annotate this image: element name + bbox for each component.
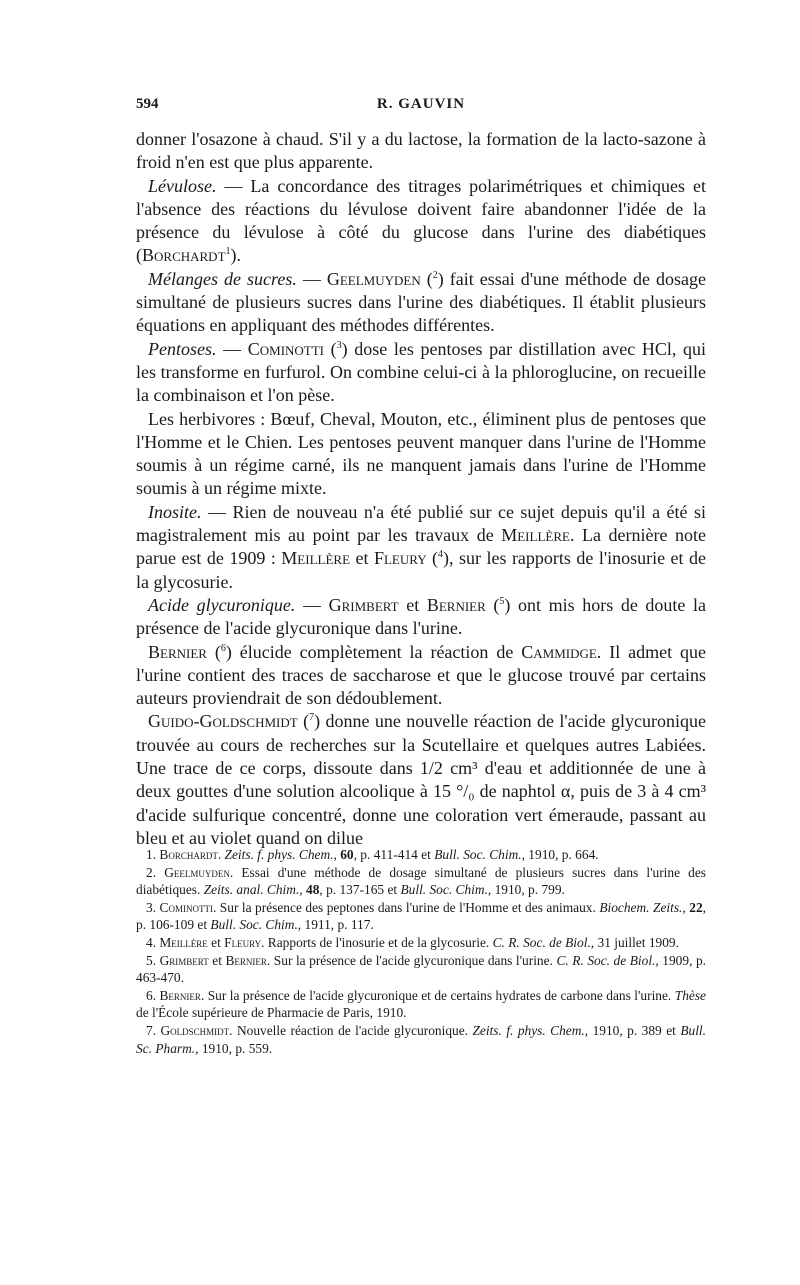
author: Meillère: [501, 525, 570, 546]
author: Grimbert: [328, 594, 399, 615]
main-text: [136, 128, 706, 850]
section-title: Pentoses.: [148, 338, 217, 359]
author: Bernier: [148, 641, 207, 662]
author: Cominotti: [159, 899, 213, 915]
footnote-ref: 2: [432, 269, 438, 281]
footnote: 3. Cominotti. Sur la présence des peptones dans l'urine de l'Homme et des animaux. Biochem. Zeits., 22, p. 106-109 et Bull. Soc. Chim., 1911, p. 117.: [136, 899, 706, 933]
footnote-ref: 6: [220, 642, 226, 654]
author: Goldschmidt: [160, 1022, 230, 1038]
paragraph-bernier: Bernier ($^6$) élucide complètement la réaction de Cammidge. Il admet que l'urine contient des traces de saccharose et que le glucose trouvé par certains auteurs proviendrait de son dédoublement.: [136, 641, 707, 709]
running-title: R. GAUVIN: [376, 96, 466, 112]
paragraph-pentoses: Pentoses. — Cominotti ($^3$) dose les pentoses par distillation avec HCl, qui les transforme en furfurol. On combine celui-ci à la phloroglucine, on recueille la combinaison et l'on pèse.: [136, 338, 707, 406]
author: Meillère: [159, 934, 208, 950]
footnotes: [136, 846, 706, 1057]
footnote: 2. Geelmuyden. Essai d'une méthode de dosage simultané de plusieurs sucres dans l'urine des diabétiques. Zeits. anal. Chim., 48, p. 137-165 et Bull. Soc. Chim., 1910, p. 799.: [136, 864, 706, 898]
footnote-ref: 4: [438, 549, 444, 561]
paragraph-melanges: Mélanges de sucres. — Geelmuyden ($^2$) fait essai d'une méthode de dosage simultané de plusieurs sucres dans l'urine des diabétiques. Il établit plusieurs équations en appliquant des méthodes différentes.: [136, 268, 706, 336]
paragraph-inosite: Inosite. — Rien de nouveau n'a été publié sur ce sujet depuis qu'il a été si magistralement mis au point par les travaux de Meillère. La dernière note parue est de 1909 : Meillère et Fleury ($^4$), sur les rapports de l'inosurie et de la glycosurie.: [136, 501, 707, 592]
author: Geelmuyden: [326, 268, 421, 289]
paragraph: donner l'osazone à chaud. S'il y a du lactose, la formation de la lacto-sazone à froid n'en est que plus apparente.: [136, 129, 706, 173]
footnote-ref: 3: [336, 339, 342, 351]
author: Cammidge: [521, 641, 597, 662]
footnote-ref: 5: [499, 595, 505, 607]
author: Bernier: [426, 594, 486, 615]
paragraph-levulose: Lévulose. — La concordance des titrages polarimétriques et chimiques et l'absence des réactions du lévulose doivent faire abandonner l'idée de la présence du lévulose à côté du glucose dans l'urine des diabétiques (Borchardt$^1$).: [136, 175, 706, 266]
footnote: 6. Bernier. Sur la présence de l'acide glycuronique et de certains hydrates de carbone dans l'urine. Thèse de l'École supérieure de Pharmacie de Paris, 1910.: [136, 987, 706, 1021]
footnote: 4. Meillère et Fleury. Rapports de l'inosurie et de la glycosurie. C. R. Soc. de Biol., 31 juillet 1909.: [146, 934, 679, 950]
page-number: 594: [136, 96, 159, 112]
section-title: Mélanges de sucres.: [148, 268, 297, 289]
author: Borchardt: [142, 245, 226, 266]
section-title: Inosite.: [148, 501, 202, 522]
author: Borchardt: [159, 847, 218, 862]
author: Cominotti: [247, 338, 325, 359]
footnote-ref: 1: [225, 246, 231, 258]
author: Grimbert: [159, 952, 209, 968]
page-header: [136, 96, 706, 120]
section-title: Acide glycuronique.: [148, 594, 296, 615]
author: Guido-Goldschmidt: [148, 711, 298, 732]
paragraph: Les herbivores : Bœuf, Cheval, Mouton, etc., éliminent plus de pentoses que l'Homme et le Chien. Les pentoses peuvent manquer dans l'urine de l'Homme soumis à un régime carné, ils ne manquent jamais dans l'urine de l'Homme soumis à un régime mixte.: [136, 408, 706, 499]
section-title: Lévulose.: [148, 175, 217, 196]
author: Bernier: [225, 952, 267, 968]
author: Fleury: [224, 934, 262, 950]
author: Geelmuyden: [164, 864, 230, 880]
footnote: 1. Borchardt. Zeits. f. phys. Chem., 60, p. 411-414 et Bull. Soc. Chim., 1910, p. 664.: [146, 847, 599, 862]
footnote: 5. Grimbert et Bernier. Sur la présence de l'acide glycuronique dans l'urine. C. R. Soc. de Biol., 1909, p. 463-470.: [136, 952, 707, 986]
footnote-ref: 7: [309, 712, 315, 724]
paragraph-acide: Acide glycuronique. — Grimbert et Bernier ($^5$) ont mis hors de doute la présence de l'acide glycuronique dans l'urine.: [136, 594, 706, 639]
paragraph-goldschmidt: Guido-Goldschmidt ($^7$) donne une nouvelle réaction de l'acide glycuronique trouvée au cours de recherches sur la Scutellaire et quelques autres Labiées. Une trace de ce corps, dissoute dans 1/2 cm³ d'eau et additionnée de une à deux gouttes d'une solution alcoolique à 15 °/₀ de naphtol α, puis de 3 à 4 cm³ d'acide sulfurique concentré, donne une coloration vert émeraude, passant au bleu et au violet quand on dilue: [136, 711, 706, 848]
author: Fleury: [373, 548, 427, 569]
author: Bernier: [159, 987, 201, 1003]
footnote: 7. Goldschmidt. Nouvelle réaction de l'acide glycuronique. Zeits. f. phys. Chem., 1910, p. 389 et Bull. Sc. Pharm., 1910, p. 559.: [136, 1022, 706, 1056]
author: Meillère: [281, 548, 351, 569]
